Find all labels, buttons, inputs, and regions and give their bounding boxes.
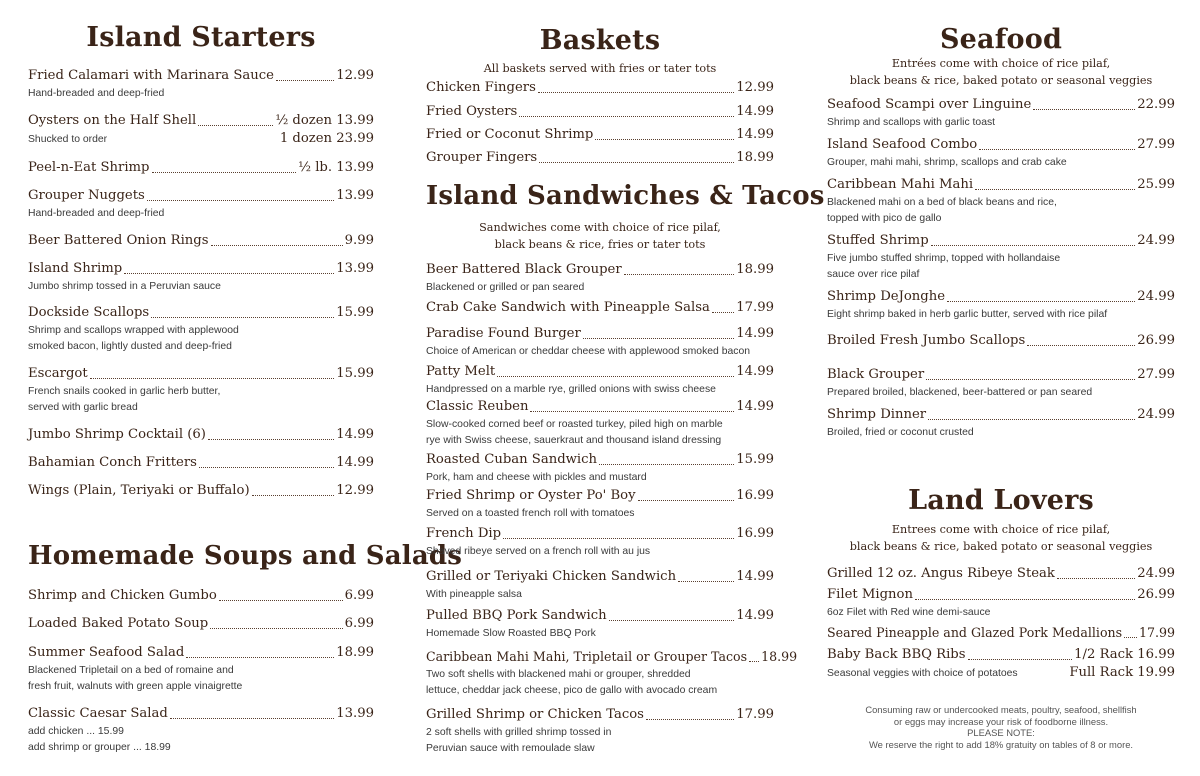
menu-item bbox=[426, 524, 774, 560]
menu-item bbox=[28, 643, 374, 694]
item-name: Pulled BBQ Pork Sandwich bbox=[426, 608, 607, 623]
menu-item bbox=[426, 567, 774, 603]
item-price: 14.99 bbox=[736, 127, 774, 142]
menu-item bbox=[426, 450, 774, 486]
notice-line: Consuming raw or undercooked meats, poultry, seafood, shellfish bbox=[865, 704, 1137, 715]
item-name: Dockside Scallops bbox=[28, 305, 150, 320]
item-description-line2: Peruvian sauce with remoulade slaw bbox=[426, 742, 595, 754]
item-name: Peel-n-Eat Shrimp bbox=[28, 160, 150, 175]
item-price: 26.99 bbox=[1137, 587, 1175, 602]
menu-item bbox=[28, 453, 374, 473]
item-description: Seasonal veggies with choice of potatoes bbox=[827, 668, 1018, 679]
item-name: Grilled Shrimp or Chicken Tacos bbox=[426, 707, 644, 722]
item-description-line2: lettuce, cheddar jack cheese, pico de gallo with avocado cream bbox=[426, 684, 718, 696]
item-price: 17.99 bbox=[1138, 625, 1175, 640]
item-name: Bahamian Conch Fritters bbox=[28, 455, 197, 470]
item-description: 2 soft shells with grilled shrimp tossed in bbox=[426, 727, 612, 738]
menu-item bbox=[28, 481, 374, 501]
item-description-line2: smoked bacon, lightly dusted and deep-fried bbox=[28, 340, 232, 352]
food-safety-notice bbox=[827, 704, 1175, 750]
item-description: add chicken ... 15.99 bbox=[28, 726, 124, 737]
item-price: ½ dozen 13.99 bbox=[275, 113, 374, 128]
item-name: Baby Back BBQ Ribs bbox=[827, 647, 966, 662]
item-name: Seared Pineapple and Glazed Pork Medallions bbox=[827, 625, 1123, 640]
item-description: Blackened or grilled or pan seared bbox=[426, 282, 585, 293]
item-name: Grouper Nuggets bbox=[28, 188, 145, 203]
menu-item bbox=[827, 623, 1175, 643]
item-name: Wings (Plain, Teriyaki or Buffalo) bbox=[28, 483, 250, 498]
item-name: Chicken Fingers bbox=[426, 80, 536, 95]
section-subtitle: Entrées come with choice of rice pilaf, bbox=[891, 57, 1111, 70]
item-price: 14.99 bbox=[736, 104, 774, 119]
item-price: 24.99 bbox=[1137, 407, 1175, 422]
item-name: Roasted Cuban Sandwich bbox=[426, 452, 598, 467]
menu-item bbox=[28, 425, 374, 445]
item-description: Jumbo shrimp tossed in a Peruvian sauce bbox=[28, 281, 221, 292]
item-description: Five jumbo stuffed shrimp, topped with hollandaise bbox=[827, 253, 1061, 264]
menu-item bbox=[426, 606, 774, 642]
item-description: Choice of American or cheddar cheese with applewood smoked bacon bbox=[426, 346, 751, 357]
item-name: Island Seafood Combo bbox=[827, 137, 978, 152]
item-price: 24.99 bbox=[1137, 566, 1175, 581]
item-price: 18.99 bbox=[761, 649, 798, 664]
item-name: Paradise Found Burger bbox=[426, 326, 581, 341]
item-name: Shrimp and Chicken Gumbo bbox=[28, 588, 217, 603]
item-name: Black Grouper bbox=[827, 367, 925, 382]
menu-item bbox=[426, 125, 774, 145]
item-description: Shrimp and scallops with garlic toast bbox=[827, 117, 996, 128]
item-price: 17.99 bbox=[736, 707, 774, 722]
menu-item bbox=[426, 362, 774, 398]
item-name: Island Shrimp bbox=[28, 261, 123, 276]
menu-item bbox=[28, 303, 374, 354]
menu-item bbox=[426, 324, 774, 360]
menu-item bbox=[426, 148, 774, 168]
item-price: 18.99 bbox=[736, 150, 774, 165]
item-name: Loaded Baked Potato Soup bbox=[28, 616, 209, 631]
menu-item bbox=[426, 260, 774, 296]
item-name: Classic Caesar Salad bbox=[28, 706, 168, 721]
item-name: Patty Melt bbox=[426, 364, 496, 379]
item-description: Served on a toasted french roll with tomatoes bbox=[426, 508, 635, 519]
menu-item bbox=[827, 564, 1175, 584]
item-price: 14.99 bbox=[736, 569, 774, 584]
menu-item bbox=[827, 287, 1175, 323]
item-description-line2: served with garlic bread bbox=[28, 401, 138, 413]
menu-item bbox=[827, 645, 1175, 682]
item-description: Hand-breaded and deep-fried bbox=[28, 88, 165, 99]
item-price: 18.99 bbox=[736, 262, 774, 277]
menu-item bbox=[426, 78, 774, 98]
item-price: 14.99 bbox=[736, 399, 774, 414]
item-description: Slow-cooked corned beef or roasted turkey, piled high on marble bbox=[426, 419, 723, 430]
menu-item bbox=[28, 66, 374, 102]
item-price: 15.99 bbox=[736, 452, 774, 467]
item-price: 26.99 bbox=[1137, 333, 1175, 348]
item-name: Shrimp Dinner bbox=[827, 407, 927, 422]
item-price: 14.99 bbox=[336, 427, 374, 442]
menu-item bbox=[426, 647, 798, 698]
item-description-line2: sauce over rice pilaf bbox=[827, 268, 920, 280]
section-title-soups-salads: Homemade Soups and Salads bbox=[28, 541, 463, 571]
item-price: ½ lb. 13.99 bbox=[298, 160, 374, 175]
item-description: Prepared broiled, blackened, beer-battered or pan seared bbox=[827, 387, 1093, 398]
section-subtitle: All baskets served with fries or tater tots bbox=[483, 62, 717, 75]
notice-line: or eggs may increase your risk of foodborne illness. bbox=[893, 715, 1109, 727]
menu-item bbox=[28, 231, 374, 251]
item-price: 16.99 bbox=[736, 526, 774, 541]
item-name: Oysters on the Half Shell bbox=[28, 113, 197, 128]
section-subtitle: Entrees come with choice of rice pilaf, bbox=[891, 523, 1111, 536]
item-description: Broiled, fried or coconut crusted bbox=[827, 427, 974, 438]
item-price: 13.99 bbox=[336, 261, 374, 276]
item-description: Handpressed on a marble rye, grilled onions with swiss cheese bbox=[426, 384, 716, 395]
section-subtitle-line2: black beans & rice, baked potato or seasonal veggies bbox=[849, 74, 1153, 87]
item-name: Stuffed Shrimp bbox=[827, 233, 929, 248]
section-title-sandwiches-tacos: Island Sandwiches & Tacos bbox=[426, 181, 825, 211]
item-name: Caribbean Mahi Mahi, Tripletail or Grouper Tacos bbox=[426, 649, 748, 664]
item-description-line2: fresh fruit, walnuts with green apple vinaigrette bbox=[28, 680, 243, 692]
item-description: Blackened Tripletail on a bed of romaine and bbox=[28, 665, 234, 676]
item-name: Fried Calamari with Marinara Sauce bbox=[28, 68, 274, 83]
item-price: 12.99 bbox=[736, 80, 774, 95]
item-name: Escargot bbox=[28, 366, 88, 381]
item-name: Beer Battered Black Grouper bbox=[426, 262, 622, 277]
item-name: French Dip bbox=[426, 526, 502, 541]
item-name: Seafood Scampi over Linguine bbox=[827, 97, 1032, 112]
menu-item bbox=[28, 364, 374, 415]
item-description: Blackened mahi on a bed of black beans and rice, bbox=[827, 197, 1057, 208]
menu-item bbox=[28, 158, 374, 178]
menu-item bbox=[827, 175, 1175, 226]
section-title-seafood: Seafood bbox=[939, 24, 1063, 55]
notice-line: We reserve the right to add 18% gratuity on tables of 8 or more. bbox=[868, 738, 1134, 750]
menu-item bbox=[426, 486, 774, 522]
item-name: Beer Battered Onion Rings bbox=[28, 233, 209, 248]
item-name: Summer Seafood Salad bbox=[28, 645, 185, 660]
item-name: Fried Shrimp or Oyster Po' Boy bbox=[426, 488, 636, 503]
item-description-line2: add shrimp or grouper ... 18.99 bbox=[28, 741, 171, 753]
item-price: 13.99 bbox=[336, 188, 374, 203]
item-price: 22.99 bbox=[1137, 97, 1175, 112]
section-subtitle-line2: black beans & rice, baked potato or seasonal veggies bbox=[849, 540, 1153, 553]
section-title-land-lovers: Land Lovers bbox=[908, 485, 1094, 516]
menu-item bbox=[28, 704, 374, 755]
item-price: 16.99 bbox=[736, 488, 774, 503]
item-name: Fried Oysters bbox=[426, 104, 518, 119]
item-price-secondary: 1 dozen 23.99 bbox=[279, 131, 374, 146]
item-name: Broiled Fresh Jumbo Scallops bbox=[827, 333, 1026, 348]
item-description: Shucked to order bbox=[28, 134, 108, 145]
menu-item bbox=[827, 135, 1175, 171]
menu-item bbox=[426, 397, 774, 448]
menu-item bbox=[28, 186, 374, 222]
item-price: 15.99 bbox=[336, 366, 374, 381]
item-name: Caribbean Mahi Mahi bbox=[827, 177, 974, 192]
item-price: 14.99 bbox=[336, 455, 374, 470]
menu-item bbox=[827, 585, 1175, 621]
item-name: Grouper Fingers bbox=[426, 150, 538, 165]
section-title-baskets: Baskets bbox=[539, 25, 661, 56]
item-name: Filet Mignon bbox=[827, 587, 913, 602]
section-title-island-starters: Island Starters bbox=[86, 22, 316, 53]
section-subtitle: Sandwiches come with choice of rice pilaf, bbox=[479, 221, 721, 234]
menu-item bbox=[28, 259, 374, 295]
item-description-line2: rye with Swiss cheese, sauerkraut and thousand island dressing bbox=[426, 434, 722, 446]
menu-item bbox=[827, 405, 1175, 441]
item-description: Pork, ham and cheese with pickles and mustard bbox=[426, 472, 647, 483]
item-description: Eight shrimp baked in herb garlic butter, served with rice pilaf bbox=[827, 309, 1108, 320]
item-description: Grouper, mahi mahi, shrimp, scallops and crab cake bbox=[827, 157, 1067, 168]
item-description: With pineapple salsa bbox=[426, 589, 522, 600]
item-description: French snails cooked in garlic herb butter, bbox=[28, 386, 221, 397]
item-price: 24.99 bbox=[1137, 233, 1175, 248]
notice-heading: PLEASE NOTE: bbox=[967, 727, 1035, 738]
item-name: Jumbo Shrimp Cocktail (6) bbox=[28, 427, 206, 442]
item-description: 6oz Filet with Red wine demi-sauce bbox=[827, 607, 991, 618]
item-price: 13.99 bbox=[336, 706, 374, 721]
item-price: 12.99 bbox=[336, 483, 374, 498]
item-price: 6.99 bbox=[344, 588, 374, 603]
item-price: 14.99 bbox=[736, 326, 774, 341]
item-description: Two soft shells with blackened mahi or grouper, shredded bbox=[426, 669, 691, 680]
menu-item bbox=[28, 614, 374, 634]
item-price: 1/2 Rack 16.99 bbox=[1074, 647, 1175, 662]
item-price: 18.99 bbox=[336, 645, 374, 660]
menu-item bbox=[426, 298, 774, 318]
menu-item bbox=[28, 111, 374, 148]
item-price: 25.99 bbox=[1137, 177, 1175, 192]
item-name: Crab Cake Sandwich with Pineapple Salsa bbox=[426, 300, 710, 315]
menu-item bbox=[827, 331, 1175, 351]
menu-item bbox=[28, 586, 374, 606]
item-description: Shrimp and scallops wrapped with applewood bbox=[28, 325, 239, 336]
item-name: Grilled 12 oz. Angus Ribeye Steak bbox=[827, 566, 1055, 581]
item-description-line2: topped with pico de gallo bbox=[827, 212, 942, 224]
item-price: 12.99 bbox=[336, 68, 374, 83]
item-price: 9.99 bbox=[344, 233, 374, 248]
item-price: 15.99 bbox=[336, 305, 374, 320]
item-price: 14.99 bbox=[736, 364, 774, 379]
menu-item bbox=[426, 102, 774, 122]
item-name: Fried or Coconut Shrimp bbox=[426, 127, 594, 142]
item-name: Shrimp DeJonghe bbox=[827, 289, 946, 304]
menu-item bbox=[827, 365, 1175, 401]
item-price: 6.99 bbox=[344, 616, 374, 631]
item-description: Hand-breaded and deep-fried bbox=[28, 208, 165, 219]
item-description: Homemade Slow Roasted BBQ Pork bbox=[426, 628, 596, 639]
item-price: 27.99 bbox=[1137, 137, 1175, 152]
menu-item bbox=[827, 95, 1175, 131]
item-name: Grilled or Teriyaki Chicken Sandwich bbox=[426, 569, 677, 584]
menu-item bbox=[827, 231, 1175, 282]
item-price: 17.99 bbox=[736, 300, 774, 315]
item-price: 24.99 bbox=[1137, 289, 1175, 304]
menu-item bbox=[426, 705, 774, 756]
item-price-secondary: Full Rack 19.99 bbox=[1069, 665, 1175, 680]
item-price: 27.99 bbox=[1137, 367, 1175, 382]
item-price: 14.99 bbox=[736, 608, 774, 623]
item-name: Classic Reuben bbox=[426, 399, 529, 414]
section-subtitle-line2: black beans & rice, fries or tater tots bbox=[494, 238, 706, 251]
item-description: Shaved ribeye served on a french roll with au jus bbox=[426, 546, 651, 557]
